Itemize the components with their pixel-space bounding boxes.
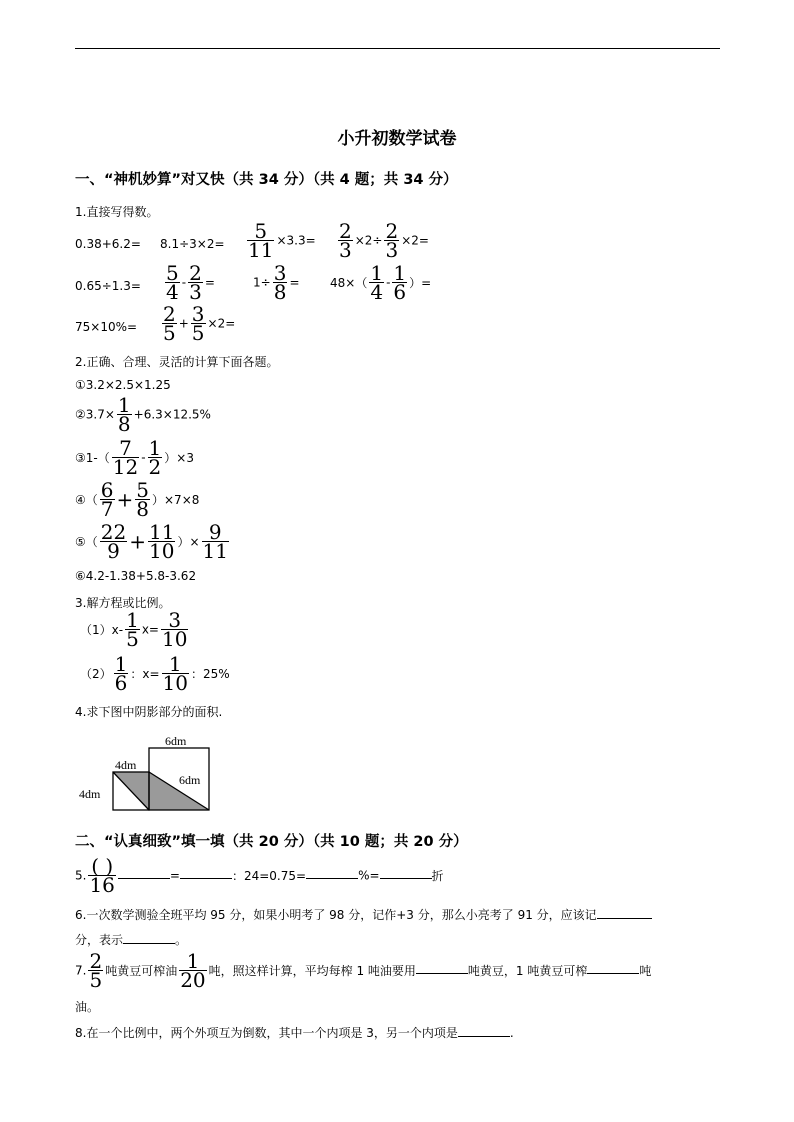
fraction: $\frac{2}{5}$ (163, 302, 176, 345)
q3-prompt: 3.解方程或比例。 (75, 596, 171, 610)
q2-item-5: ⑤（ $\frac{22}{9}$ + $\frac{11}{10}$ ）× $\frac{9}{11}$ (75, 520, 228, 563)
fraction: $\frac{1}{6}$ (393, 261, 407, 304)
q2-prompt: 2.正确、合理、灵活的计算下面各题。 (75, 355, 279, 369)
fraction: $\frac{5}{11}$ (248, 219, 274, 262)
fraction: $\frac{5}{4}$ (166, 261, 179, 304)
fraction: $\frac{2}{3}$ (339, 219, 352, 262)
q1-r1-d: $\frac{2}{3}$ ×2÷ $\frac{2}{3}$ ×2= (339, 219, 429, 262)
fraction: $\frac{6}{7}$ (100, 478, 114, 521)
answer-blank[interactable] (587, 961, 639, 974)
answer-blank[interactable] (458, 1024, 510, 1037)
q2-item-1: ①3.2×2.5×1.25 (75, 378, 171, 392)
header-rule (75, 48, 720, 49)
fraction: $\frac{1}{2}$ (148, 436, 162, 479)
q2-item-3: ③1-（ $\frac{7}{12}$ - $\frac{1}{2}$ ）×3 (75, 436, 194, 479)
q6-line1: 6.一次数学测验全班平均 95 分，如果小明考了 98 分，记作+3 分，那么小亮考了 91 分，应该记 (75, 906, 652, 923)
fraction: $\frac{11}{10}$ (148, 520, 175, 563)
fraction: $\frac{1}{10}$ (162, 652, 188, 695)
answer-blank[interactable] (380, 866, 432, 879)
fraction: $\frac{22}{9}$ (100, 520, 127, 563)
q7-line2: 油。 (75, 1000, 100, 1014)
q3-eq-1: （1）x- $\frac{1}{5}$ x= $\frac{3}{10}$ (80, 608, 188, 651)
fraction: $\frac{7}{12}$ (112, 436, 139, 479)
fraction: $\frac{2}{3}$ (385, 219, 399, 262)
q4-prompt: 4.求下图中阴影部分的面积. (75, 705, 223, 719)
shaded-area-figure (75, 728, 225, 816)
q1-r1-b: 8.1÷3×2= (160, 237, 225, 251)
fraction: $\frac{5}{8}$ (136, 478, 149, 521)
fraction: ( ) 16 (89, 854, 115, 897)
label-top-6dm: 6dm (165, 734, 187, 748)
fraction: $\frac{1}{8}$ (117, 393, 131, 436)
fraction: $\frac{9}{11}$ (202, 520, 228, 563)
q1-r2-b: $\frac{5}{4}$ - $\frac{2}{3}$ = (166, 261, 215, 304)
answer-blank[interactable] (306, 866, 358, 879)
fraction: $\frac{1}{20}$ (180, 949, 206, 992)
q2-item-2: ②3.7× $\frac{1}{8}$ +6.3×12.5% (75, 393, 211, 436)
answer-blank[interactable] (416, 961, 468, 974)
answer-blank[interactable] (123, 931, 175, 944)
q5: 5. ( ) 16 = ：24=0.75= %= 折 (75, 854, 444, 897)
q1-r1-a: 0.38+6.2= (75, 237, 141, 251)
section1-heading: 一、“神机妙算”对又快（共 34 分）（共 4 题；共 34 分） (75, 172, 458, 188)
fraction: $\frac{1}{4}$ (370, 261, 384, 304)
fraction: $\frac{3}{10}$ (161, 608, 188, 651)
q8: 8.在一个比例中，两个外项互为倒数，其中一个内项是 3，另一个内项是 . (75, 1026, 514, 1040)
q6-line2: 分，表示 。 (75, 933, 188, 947)
q3-eq-2: （2） $\frac{1}{6}$ ：x= $\frac{1}{10}$ ：25% (80, 652, 230, 695)
q1-r2-c: 1÷ $\frac{3}{8}$ = (253, 261, 300, 304)
section2-heading: 二、“认真细致”填一填（共 20 分）（共 10 题；共 20 分） (75, 834, 468, 850)
q2-item-4: ④（ $\frac{6}{7}$ + $\frac{5}{8}$ ）×7×8 (75, 478, 200, 521)
fraction: $\frac{2}{5}$ (89, 949, 103, 992)
q1-r2-d: 48×（ $\frac{1}{4}$ - $\frac{1}{6}$ ）= (330, 261, 432, 304)
fraction: $\frac{3}{5}$ (191, 302, 205, 345)
q1-r1-c: $\frac{5}{11}$ ×3.3= (248, 219, 316, 262)
fraction: $\frac{2}{3}$ (189, 261, 202, 304)
q7-line1: 7. $\frac{2}{5}$ 吨黄豆可榨油 $\frac{1}{20}$ 吨，照这样计算，平均每榨 1 吨油要用 吨黄豆，1 吨黄豆可榨 吨 (75, 949, 652, 992)
fraction: $\frac{1}{6}$ (114, 652, 128, 695)
label-small-top-4dm: 4dm (115, 758, 137, 772)
fraction: $\frac{1}{5}$ (126, 608, 139, 651)
q1-r3-b: $\frac{2}{5}$ + $\frac{3}{5}$ ×2= (163, 302, 236, 345)
answer-blank[interactable] (118, 866, 170, 879)
label-right-6dm: 6dm (179, 773, 201, 787)
page-title: 小升初数学试卷 (337, 129, 457, 149)
q1-prompt: 1.直接写得数。 (75, 205, 159, 219)
q1-r3-a: 75×10%= (75, 320, 138, 334)
q2-item-6: ⑥4.2-1.38+5.8-3.62 (75, 569, 197, 583)
answer-blank[interactable] (597, 906, 652, 919)
q1-r2-a: 0.65÷1.3= (75, 279, 141, 293)
answer-blank[interactable] (180, 866, 232, 879)
fraction: $\frac{3}{8}$ (273, 261, 287, 304)
label-left-4dm: 4dm (79, 787, 101, 801)
